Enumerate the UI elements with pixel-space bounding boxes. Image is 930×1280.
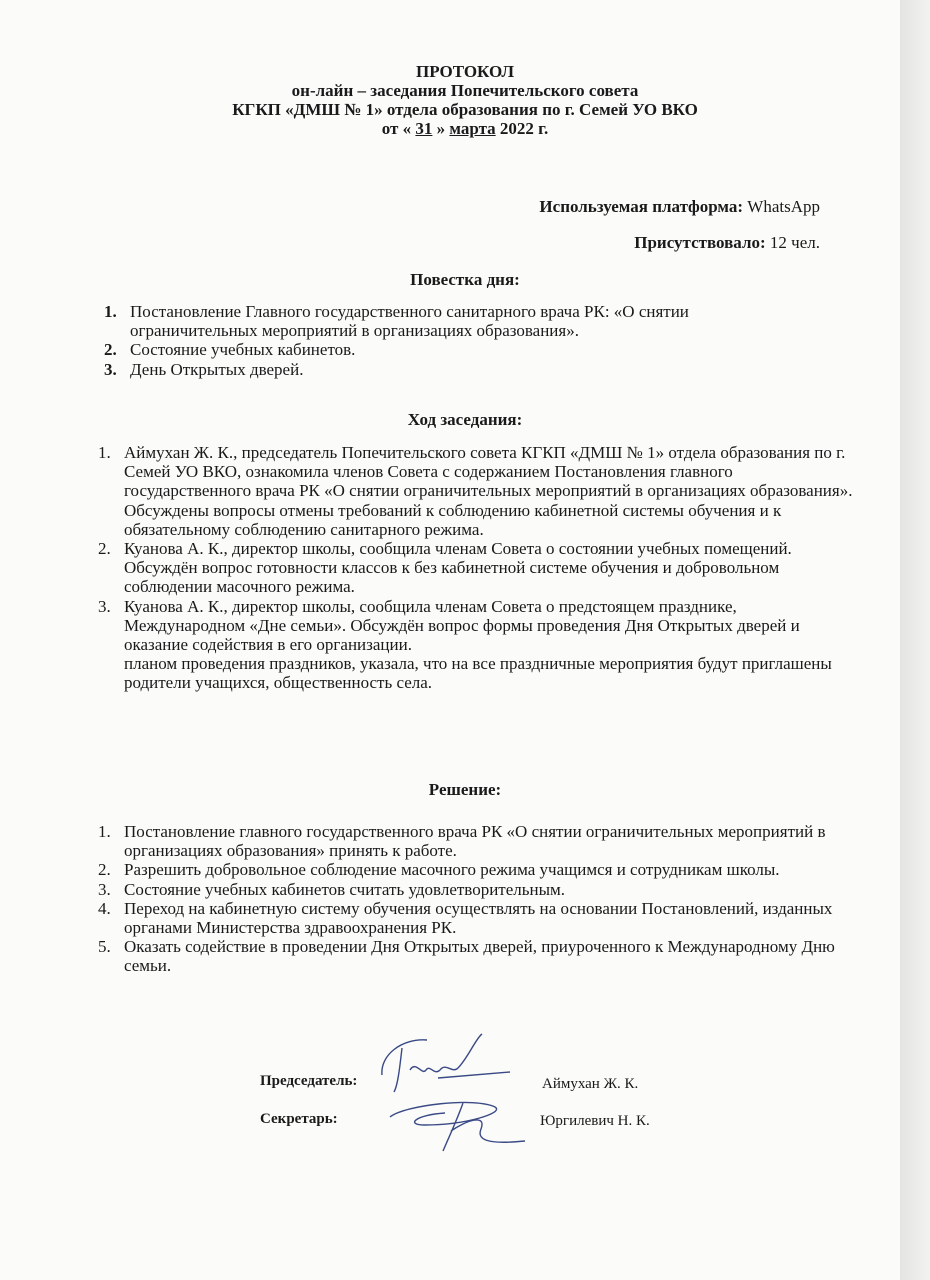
page-edge-shadow	[900, 0, 930, 1280]
list-item: 4. Переход на кабинетную систему обучения осуществлять на основании Постановлений, изданных органами Министерства здравоохранения РК.	[98, 898, 833, 938]
chair-name: Аймухан Ж. К.	[542, 1076, 639, 1092]
list-item: 1. Постановление главного государственного врача РК «О снятии ограничительных мероприятий в организациях образования» принять к работе.	[98, 822, 826, 861]
list-item: 3. День Открытых дверей.	[104, 359, 304, 379]
agenda-list	[104, 302, 764, 379]
platform-label: Используемая платформа:	[539, 197, 744, 216]
list-item: 1. Аймухан Ж. К., председатель Попечительского совета КГКП «ДМШ № 1» отдела образования по г. Семей УО ВКО, ознакомила членов Совета с содержанием Постановления главного государственного врача РК «О снятии ограничительных мероприятий в организациях образования». Обсуждены вопросы отмены требований к соблюдению кабинетной системы обучения и к обязательному соблюдению санитарного режима.	[98, 443, 853, 539]
secretary-name: Юргилевич Н. К.	[540, 1113, 650, 1129]
meeting-date: от « 31 » марта 2022 г.	[381, 119, 549, 138]
attendance-label: Присутствовало:	[634, 233, 766, 252]
chair-label: Председатель:	[260, 1073, 358, 1089]
list-item: 2. Состояние учебных кабинетов.	[104, 340, 356, 360]
list-item: 2. Разрешить добровольное соблюдение масочного режима учащимся и сотрудникам школы.	[98, 860, 780, 880]
decision-title: Решение:	[428, 780, 502, 799]
date-day: 31	[415, 119, 433, 138]
list-item: 3. Куанова А. К., директор школы, сообщила членам Совета о предстоящем празднике, Международном «Дне семьи». Обсуждён вопрос формы проведения Дня Открытых дверей и оказание содействия в его организации.	[98, 596, 800, 655]
list-item: 1. Постановление Главного государственного санитарного врача РК: «О снятии ограничительных мероприятий в организациях образования».	[104, 302, 689, 341]
list-item: 2. Куанова А. К., директор школы, сообщила членам Совета о состоянии учебных помещений. Обсуждён вопрос готовности классов к без кабинетной системе обучения и добровольном соблюдении масочного режима.	[98, 539, 792, 597]
list-item: 5. Оказать содействие в проведении Дня Открытых дверей, приуроченного к Международному Дню семьи.	[98, 937, 835, 976]
chair-signature-icon	[372, 1030, 512, 1100]
document-header	[0, 62, 930, 138]
secretary-label: Секретарь:	[260, 1111, 338, 1127]
decision-list	[98, 822, 858, 976]
secretary-signature-icon	[385, 1095, 535, 1155]
platform-line	[539, 197, 820, 217]
attendance-value: 12 чел.	[769, 233, 820, 252]
proceedings-list	[98, 443, 858, 693]
list-item: 3. Состояние учебных кабинетов считать удовлетворительным.	[98, 879, 566, 899]
organization-name: КГКП «ДМШ № 1» отдела образования по г. Семей УО ВКО	[232, 100, 698, 119]
attendance-line	[634, 233, 820, 253]
platform-value: WhatsApp	[747, 197, 820, 216]
proceedings-title: Ход заседания:	[407, 410, 523, 429]
proceedings-extra-text: планом проведения праздников, указала, что на все праздничные мероприятия будут приглашены родители учащихся, общественность села.	[124, 654, 832, 693]
protocol-title: ПРОТОКОЛ	[415, 62, 514, 81]
agenda-title: Повестка дня:	[410, 270, 520, 289]
date-month: марта	[449, 119, 496, 138]
meeting-type: он-лайн – заседания Попечительского совета	[291, 81, 639, 100]
